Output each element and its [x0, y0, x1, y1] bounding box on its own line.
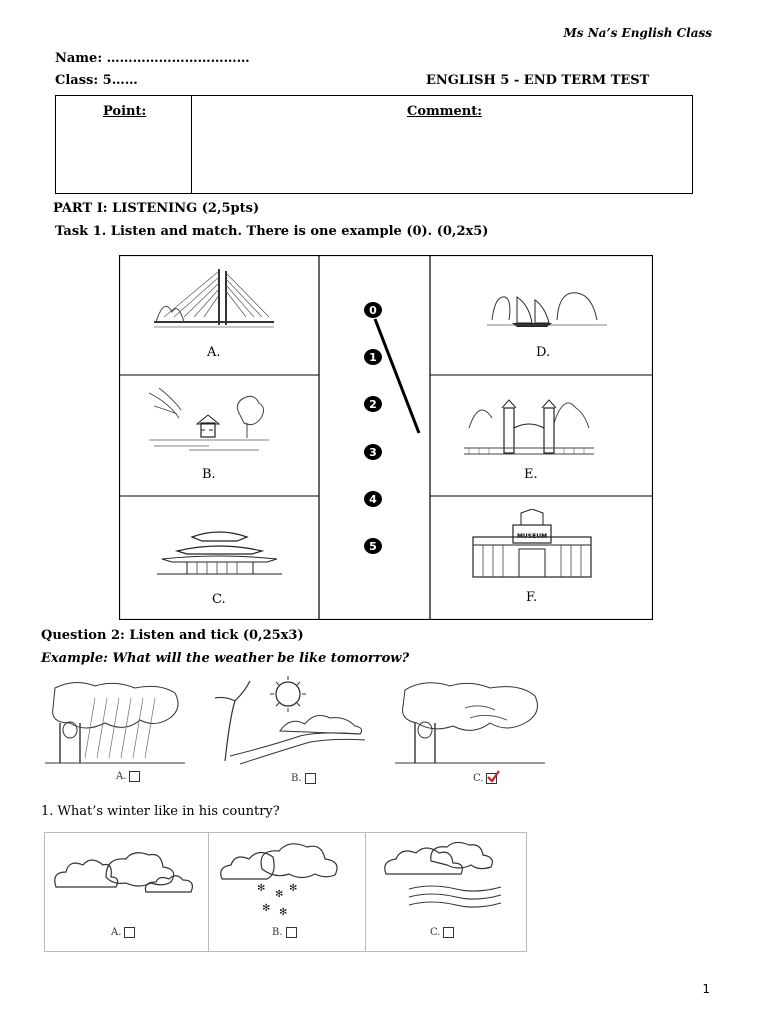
temple-gate-image [464, 388, 594, 460]
comment-label: Comment: [407, 104, 483, 119]
windy-image [395, 678, 545, 766]
svg-text:✻: ✻ [262, 903, 271, 914]
tick-icon [486, 770, 500, 784]
svg-text:✻: ✻ [289, 883, 298, 894]
label-e: E. [524, 467, 538, 482]
label-a: A. [207, 345, 221, 360]
example-option-a [116, 771, 140, 782]
q1-option-c-checkbox[interactable] [443, 927, 454, 938]
name-field-label: Name: …………………………… [55, 51, 250, 66]
example-match-line [375, 319, 419, 433]
q1-divider-2 [365, 833, 366, 951]
number-5 [363, 537, 383, 555]
q1-option-a-label: A. [111, 927, 122, 938]
label-c: C. [212, 592, 226, 607]
example-option-b-checkbox[interactable] [305, 773, 316, 784]
page-number: 1 [702, 982, 710, 996]
number-1-text: 1 [369, 351, 377, 364]
question-1: 1. What’s winter like in his country? [41, 804, 280, 819]
windy-cloud-image [381, 839, 511, 919]
example-option-a-label: A. [116, 771, 127, 782]
label-b: B. [202, 467, 216, 482]
q1-option-b-label: B. [272, 927, 283, 938]
q1-option-a [111, 927, 135, 938]
number-0 [363, 301, 383, 319]
pagoda-image [157, 527, 282, 577]
rain-storm-image [45, 678, 185, 766]
museum-image [471, 509, 593, 581]
svg-text:✻: ✻ [279, 907, 288, 918]
cloudy-image [51, 847, 201, 902]
bridge-image [154, 267, 274, 332]
number-5-text: 5 [369, 540, 377, 553]
class-field-label: Class: 5…… [55, 73, 138, 88]
q1-option-c [430, 927, 454, 938]
example-option-c-label: C. [473, 773, 484, 784]
snowy-image [217, 839, 357, 919]
q1-divider-1 [208, 833, 209, 951]
snowflake-icon [257, 883, 297, 918]
example-option-c [473, 773, 497, 784]
number-2 [363, 395, 383, 413]
number-1 [363, 348, 383, 366]
score-box [55, 95, 693, 194]
number-3-text: 3 [369, 446, 377, 459]
example-question: Example: What will the weather be like tomorrow? [41, 651, 410, 666]
number-3 [363, 443, 383, 461]
label-f: F. [526, 590, 538, 605]
q1-option-b-checkbox[interactable] [286, 927, 297, 938]
number-2-text: 2 [369, 398, 377, 411]
museum-sign: MUSEUM [516, 533, 548, 540]
q1-option-a-checkbox[interactable] [124, 927, 135, 938]
sunny-image [210, 676, 370, 766]
task1-title: Task 1. Listen and match. There is one example (0). (0,2x5) [55, 224, 489, 239]
class-header: Ms Na’s English Class [563, 26, 712, 40]
q1-option-b [272, 927, 297, 938]
number-4 [363, 490, 383, 508]
point-label: Point: [103, 104, 147, 119]
label-d: D. [536, 345, 551, 360]
svg-text:✻: ✻ [257, 883, 266, 894]
lake-temple-image [149, 388, 269, 458]
test-title: ENGLISH 5 - END TERM TEST [426, 73, 650, 88]
number-0-text: 0 [369, 304, 377, 317]
matching-grid [119, 255, 653, 620]
question2-title: Question 2: Listen and tick (0,25x3) [41, 628, 304, 643]
number-4-text: 4 [369, 493, 377, 506]
example-option-b [291, 773, 316, 784]
example-option-c-checkbox[interactable] [486, 773, 497, 784]
part1-title: PART I: LISTENING (2,5pts) [53, 201, 260, 216]
example-option-b-label: B. [291, 773, 302, 784]
svg-text:✻: ✻ [275, 889, 284, 900]
q1-options-box [44, 832, 527, 952]
q1-option-c-label: C. [430, 927, 441, 938]
score-box-divider [191, 96, 192, 193]
example-option-a-checkbox[interactable] [129, 771, 140, 782]
bay-boats-image [487, 285, 607, 330]
